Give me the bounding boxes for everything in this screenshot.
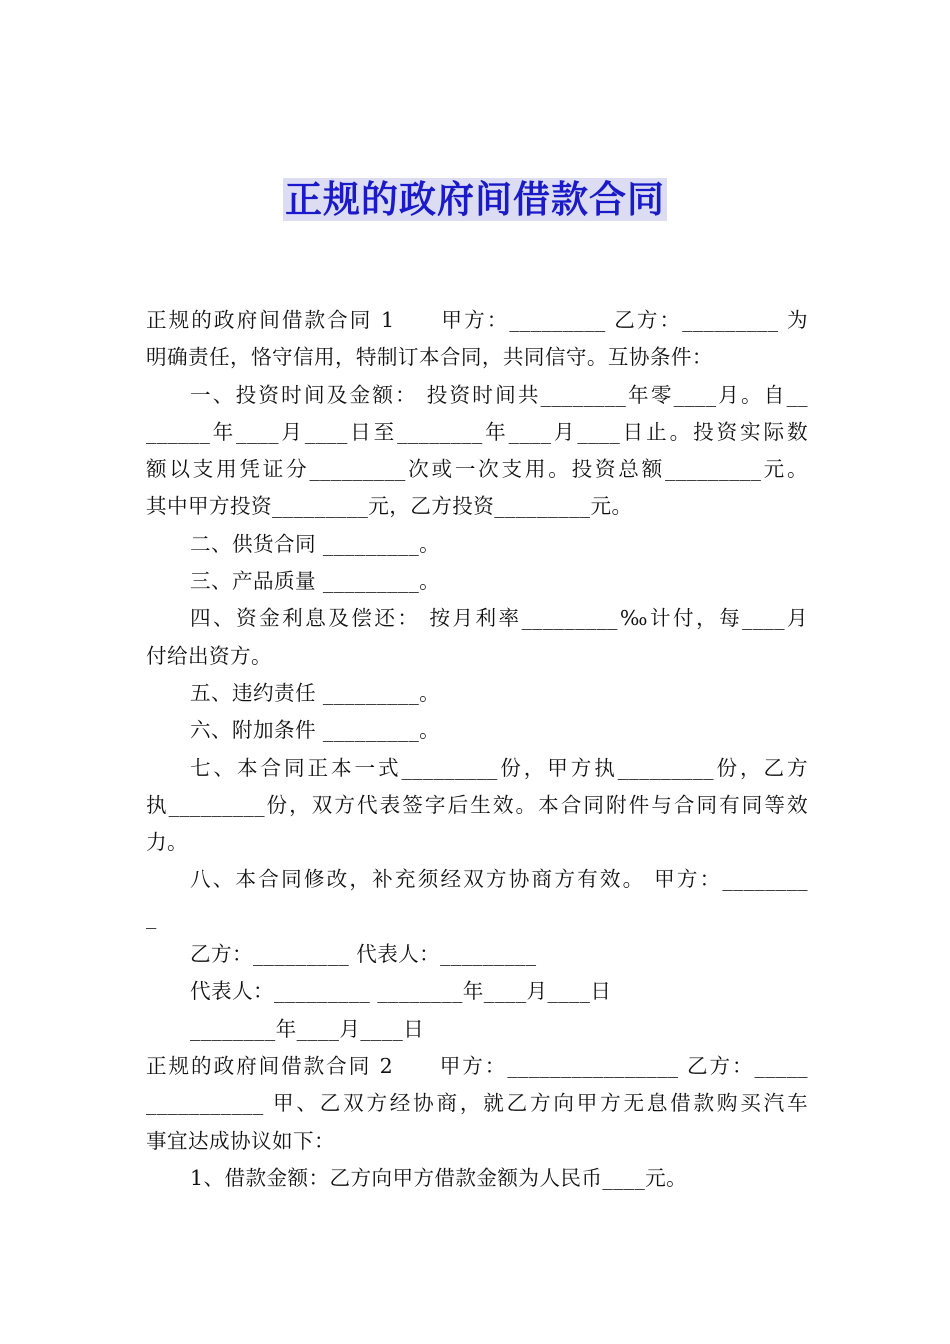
text-line: 四、资金利息及偿还： 按月利率_________‰计付，每____月 <box>190 606 808 631</box>
text-line: 付给出资方。 <box>146 643 272 668</box>
text-line: 五、违约责任 _________。 <box>190 680 441 705</box>
text-line: 力。 <box>146 830 188 855</box>
text-line: ________年____月____日 <box>190 1016 425 1041</box>
text-line: 正规的政府间借款合同 2 甲方：________________ 乙方：_____ <box>146 1053 808 1078</box>
text-line: 一、投资时间及金额： 投资时间共________年零____月。自__ <box>190 382 808 407</box>
text-line: 三、产品质量 _________。 <box>190 569 441 594</box>
document-title: 正规的政府间借款合同 <box>285 178 665 221</box>
text-line: ______年____月____日至________年____月____日止。投资实际数 <box>146 419 808 444</box>
text-line: 正规的政府间借款合同 1 甲方：_________ 乙方：_________ 为 <box>146 308 808 332</box>
document-body <box>146 302 808 1197</box>
text-line: 额以支用凭证分_________次或一次支用。投资总额_________元。 <box>146 457 808 482</box>
text-line: 六、附加条件 _________。 <box>190 718 441 743</box>
text-line: 1、借款金额：乙方向甲方借款金额为人民币____元。 <box>190 1165 688 1190</box>
text-line: 乙方：_________ 代表人：_________ <box>190 942 537 967</box>
text-line: 其中甲方投资_________元，乙方投资_________元。 <box>146 494 633 519</box>
text-line: 代表人：_________ ________年____月____日 <box>190 979 612 1004</box>
text-line: 明确责任，恪守信用，特制订本合同，共同信守。互协条件： <box>146 345 713 370</box>
text-line: ___________ 甲、乙双方经协商，就乙方向甲方无息借款购买汽车 <box>146 1091 808 1116</box>
text-line: 执_________份，双方代表签字后生效。本合同附件与合同有同等效 <box>146 792 808 817</box>
text-line: _ <box>146 904 157 929</box>
text-line: 二、供货合同 _________。 <box>190 531 441 556</box>
text-line: 七、本合同正本一式_________份，甲方执_________份，乙方 <box>190 755 808 780</box>
text-line: 事宜达成协议如下： <box>146 1128 335 1153</box>
text-line: 八、本合同修改，补充须经双方协商方有效。 甲方：________ <box>190 867 808 892</box>
